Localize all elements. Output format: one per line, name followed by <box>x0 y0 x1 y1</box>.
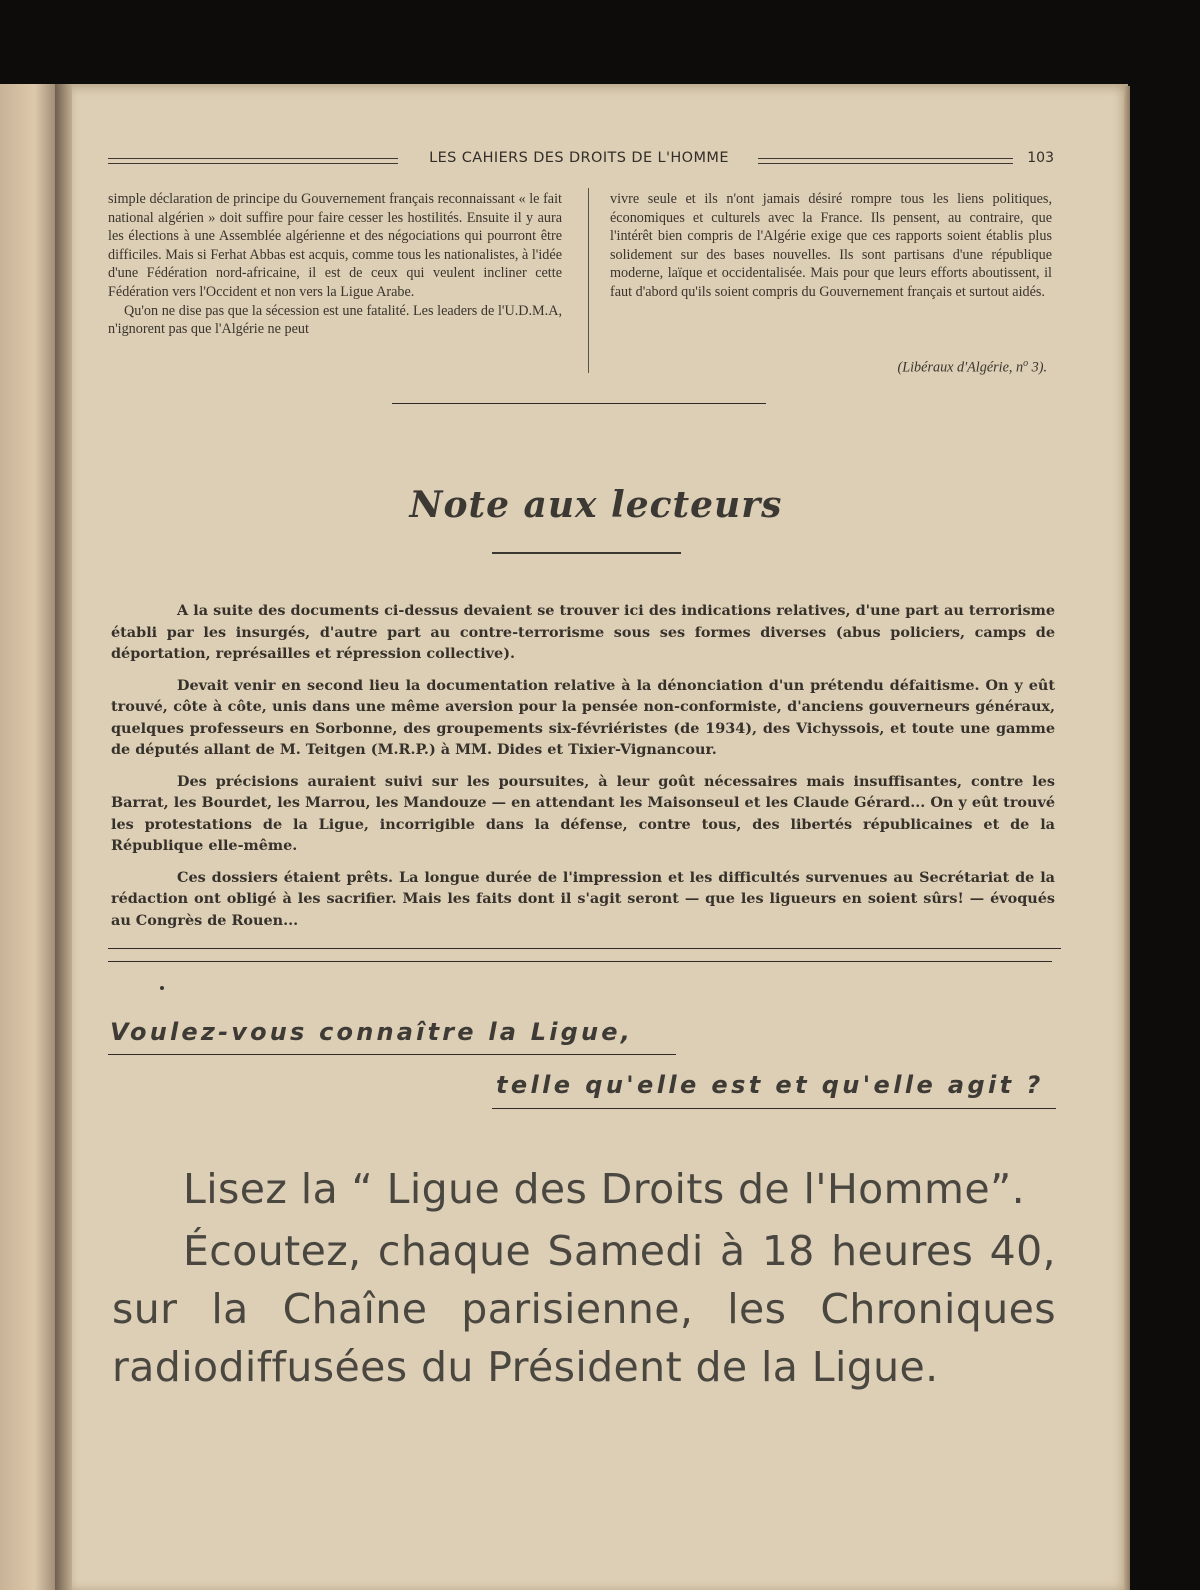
ink-speck <box>160 986 164 990</box>
note-body <box>111 600 1055 941</box>
article-paragraph: simple déclaration de principe du Gouvernement français reconnaissant « le fait national algérien » doit suffire pour faire cesser les hostilités. Ensuite il y aura les élections à une Assemblée algérienne et des négociations qui pourront être difficiles. Mais si Ferhat Abbas est acquis, comme tous les nationalistes, à l'idée d'une Fédération nord-africaine, il est de ceux qui veulent incliner cette Fédération vers l'Occident et non vers la Ligue Arabe. <box>108 191 562 300</box>
column-divider <box>588 188 589 373</box>
article-left-column <box>108 190 562 339</box>
advert-read-line: Lisez la “ Ligue des Droits de l'Homme”. <box>183 1165 1026 1213</box>
note-paragraph: Des précisions auraient suivi sur les poursuites, à leur goût nécessaires mais insuffisantes, contre les Barrat, les Bourdet, les Marrou, les Mandouze — en attendant les Maisonseul et les Claude Gérard... On y eût trouvé les protestations de la Ligue, incorrigible dans la défense, contre tous, des libertés républicaines et de la République elle-même. <box>111 772 1055 854</box>
header-rule-right <box>758 158 1013 164</box>
article-right-column <box>610 190 1052 302</box>
advert-headline-1: Voulez-vous connaître la Ligue, <box>110 1018 634 1046</box>
running-title: LES CAHIERS DES DROITS DE L'HOMME <box>429 150 729 166</box>
page-number: 103 <box>1027 150 1054 166</box>
advert-underline-1 <box>108 1054 676 1055</box>
header-rule-left <box>108 158 398 164</box>
citation-superscript: o <box>1023 358 1029 369</box>
left-page-edge <box>0 84 58 1590</box>
note-paragraph: Devait venir en second lieu la documentation relative à la dénonciation d'un prétendu défaitisme. On y eût trouvé, côte à côte, unis dans une même aversion pour la pensée non-conformiste, d'anciens gouverneurs généraux, quelques professeurs en Sorbonne, des groupements six-févriéristes (de 1934), des Vichyssois, et toute une gamme de députés allant de M. Teitgen (M.R.P.) à MM. Dides et Tixier-Vignancour. <box>111 676 1055 758</box>
citation-end: 3). <box>1028 359 1047 376</box>
citation-text: (Libéraux d'Algérie, n <box>897 359 1024 376</box>
note-paragraph: Ces dossiers étaient prêts. La longue durée de l'impression et les difficultés survenues au Secrétariat de la rédaction ont obligé à les sacrifier. Mais les faits dont il s'agit seront — que les ligueurs en soient sûrs! — évoqués au Congrès de Rouen... <box>111 868 1055 929</box>
running-header <box>108 150 1054 170</box>
title-underline <box>492 552 681 554</box>
citation <box>610 358 1047 377</box>
advert-headline-2: telle qu'elle est et qu'elle agit ? <box>496 1071 1044 1099</box>
article-paragraph: vivre seule et ils n'ont jamais désiré rompre tous les liens politiques, économiques et culturels avec la France. Ils pensent, au contraire, que l'intérêt bien compris de l'Algérie exige que ces rapports soient établis plus solidement sur des bases nouvelles. Ils sont partisans d'une république moderne, laïque et occidentalisée. Mais pour que leurs efforts aboutissent, il faut d'abord qu'ils soient compris du Gouvernement français et surtout aidés. <box>610 191 1052 300</box>
section-divider <box>392 403 766 404</box>
advert-underline-2 <box>492 1108 1056 1109</box>
page-right-edge <box>1124 86 1130 1590</box>
article-paragraph: Qu'on ne dise pas que la sécession est une fatalité. Les leaders de l'U.D.M.A, n'ignorent pas que l'Algérie ne peut <box>108 302 562 338</box>
divider-rule-top <box>108 948 1061 949</box>
advert-listen-text: Écoutez, chaque Samedi à 18 heures 40, sur la Chaîne parisienne, les Chroniques radiodiffusées du Président de la Ligue. <box>112 1227 1056 1391</box>
divider-rule-bottom <box>108 961 1052 962</box>
note-paragraph: A la suite des documents ci-dessus devaient se trouver ici des indications relatives, d'une part au terrorisme établi par les insurgés, d'autre part au contre-terrorisme sous ses formes diverses (abus policiers, camps de déportation, représailles et répression collective). <box>111 602 1055 662</box>
note-title: Note aux lecteurs <box>409 484 783 526</box>
